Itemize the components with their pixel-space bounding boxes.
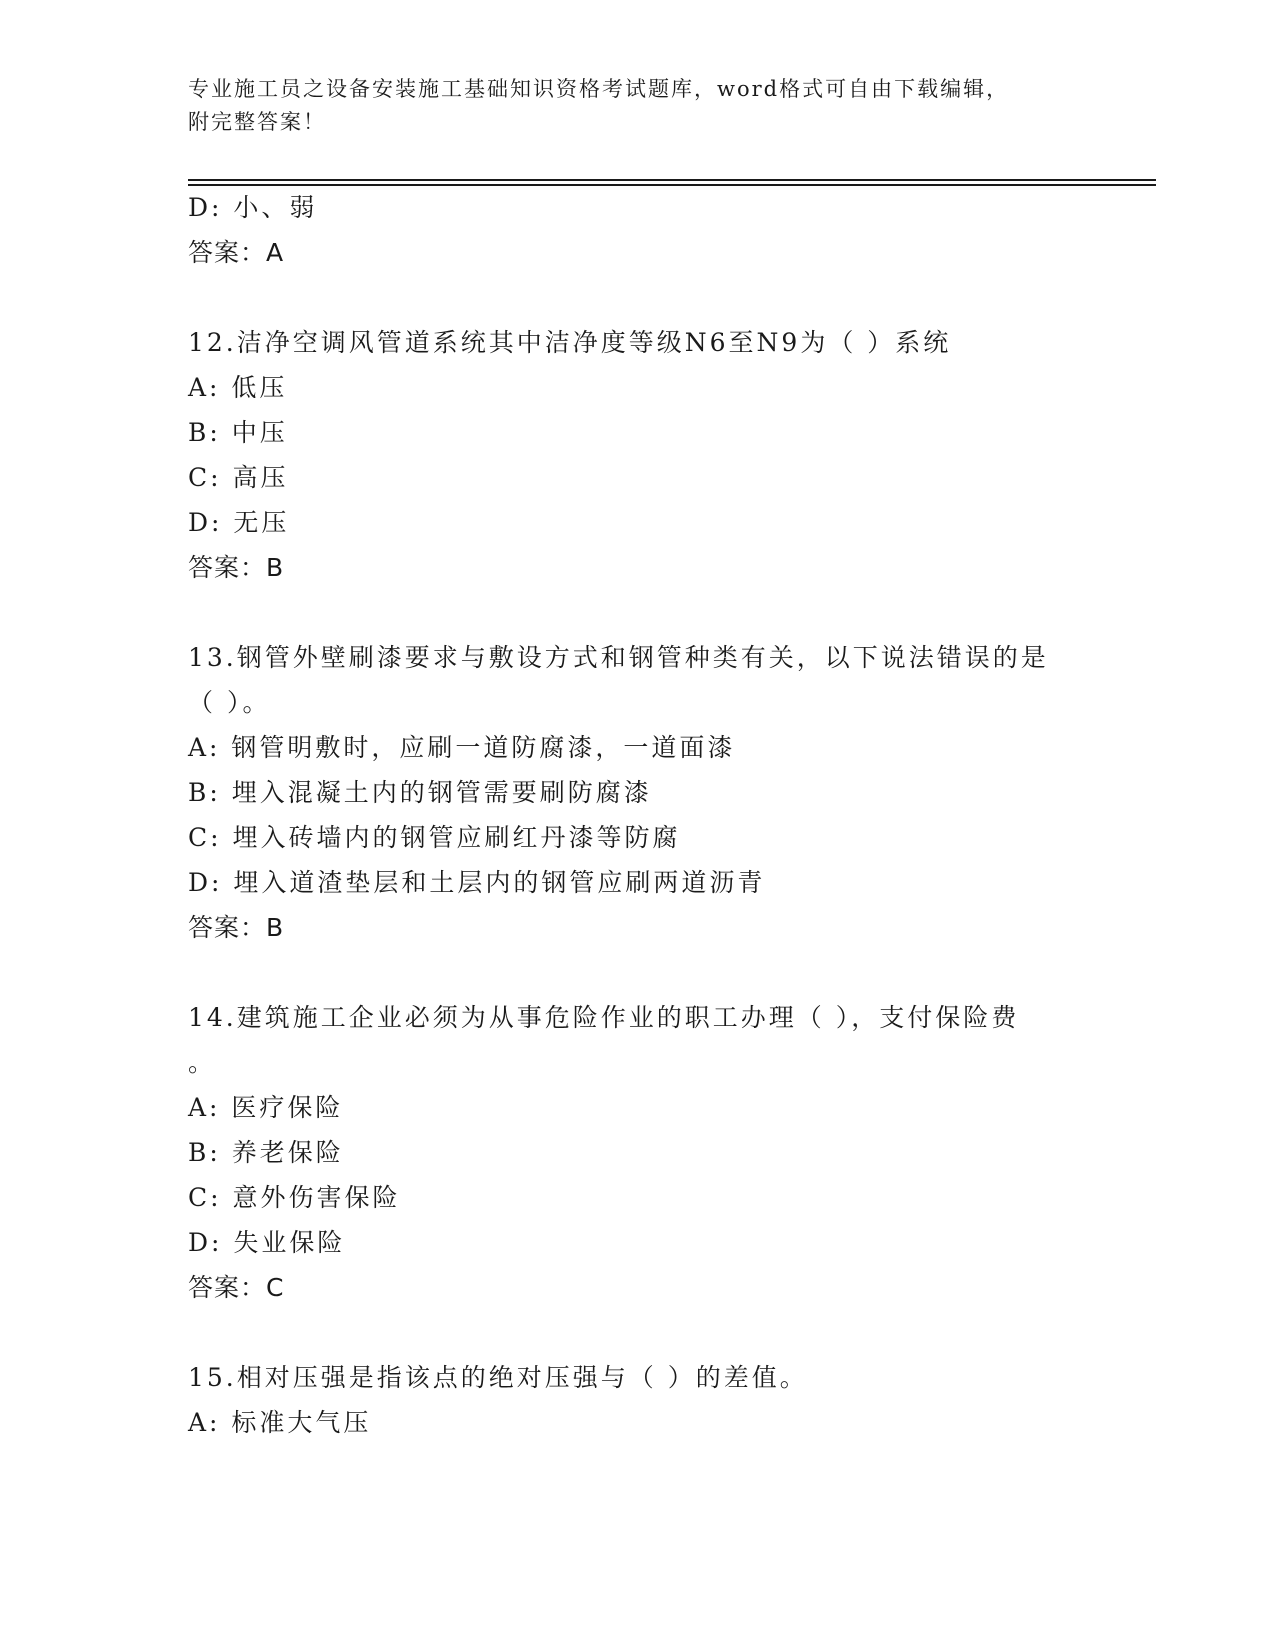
q13-option-a: A: 钢管明敷时，应刷一道防腐漆，一道面漆 — [188, 733, 736, 762]
q12-option-d: D: 无压 — [188, 508, 290, 537]
q14-option-d: D: 失业保险 — [188, 1228, 346, 1257]
q13-stem-line-1: 13.钢管外壁刷漆要求与敷设方式和钢管种类有关，以下说法错误的是 — [188, 643, 1049, 672]
q12-answer: 答案：B — [188, 553, 285, 582]
q15-option-a: A: 标准大气压 — [188, 1408, 372, 1437]
header-divider-top — [188, 179, 1156, 181]
q14-option-a: A: 医疗保险 — [188, 1093, 344, 1122]
q12-option-c: C: 高压 — [188, 463, 289, 492]
prev-answer: 答案：A — [188, 238, 285, 267]
header-line-1: 专业施工员之设备安装施工基础知识资格考试题库，word格式可自由下载编辑， — [188, 77, 1010, 101]
q13-option-b: B: 埋入混凝土内的钢管需要刷防腐漆 — [188, 778, 652, 807]
q13-option-d: D: 埋入道渣垫层和土层内的钢管应刷两道沥青 — [188, 868, 766, 897]
q12-option-b: B: 中压 — [188, 418, 288, 447]
q14-answer: 答案：C — [188, 1273, 285, 1302]
q14-stem-line-2: 。 — [188, 1048, 217, 1077]
document-header — [188, 73, 1088, 139]
q14-option-c: C: 意外伤害保险 — [188, 1183, 401, 1212]
q12-option-a: A: 低压 — [188, 373, 288, 402]
q13-answer: 答案：B — [188, 913, 285, 942]
q14-stem-line-1: 14.建筑施工企业必须为从事危险作业的职工办理（ ），支付保险费 — [188, 1003, 1020, 1032]
q12-stem: 12.洁净空调风管道系统其中洁净度等级N6至N9为（ ）系统 — [188, 328, 952, 357]
q15-stem: 15.相对压强是指该点的绝对压强与（ ）的差值。 — [188, 1363, 808, 1392]
prev-option-d: D: 小、弱 — [188, 193, 318, 222]
header-divider-bottom — [188, 184, 1156, 186]
q13-stem-line-2: （ ）。 — [188, 688, 271, 717]
q14-option-b: B: 养老保险 — [188, 1138, 344, 1167]
header-line-2: 附完整答案！ — [188, 110, 326, 134]
q13-option-c: C: 埋入砖墙内的钢管应刷红丹漆等防腐 — [188, 823, 681, 852]
